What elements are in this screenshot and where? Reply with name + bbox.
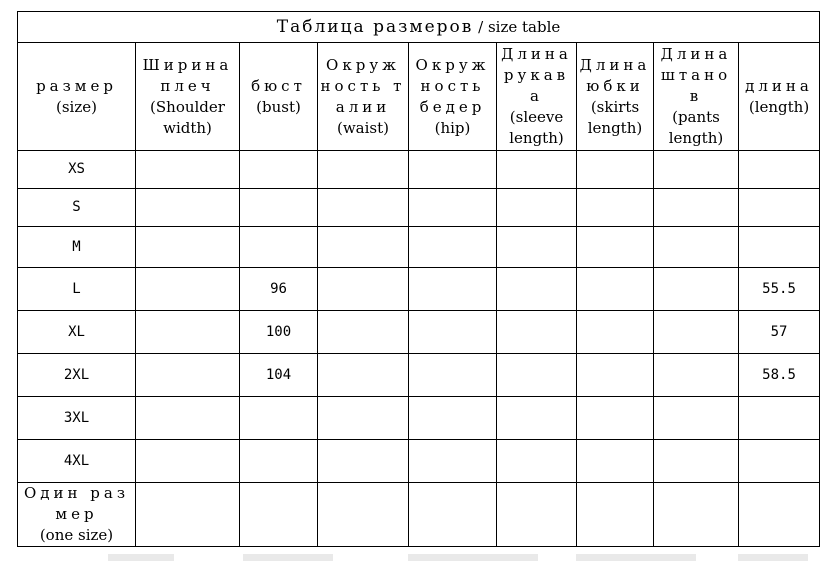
table-row xyxy=(18,397,820,440)
table-cell: 55.5 xyxy=(739,268,820,311)
table-cell xyxy=(409,397,497,440)
table-cell xyxy=(739,227,820,268)
table-cell xyxy=(577,189,654,227)
column-header xyxy=(18,43,136,151)
size-label: XS xyxy=(18,151,136,189)
table-cell xyxy=(240,189,318,227)
table-cell xyxy=(577,227,654,268)
column-header-en: (bust) xyxy=(256,97,301,116)
table-cell xyxy=(654,189,739,227)
column-header-en: (Shoulder width) xyxy=(150,97,225,137)
table-cell: 100 xyxy=(240,311,318,354)
table-cell: 58.5 xyxy=(739,354,820,397)
table-row xyxy=(18,440,820,483)
column-header-en: (waist) xyxy=(336,118,389,137)
column-header-en: (pants length) xyxy=(668,108,724,147)
size-label: 4XL xyxy=(18,440,136,483)
strip-block xyxy=(243,554,333,561)
table-cell xyxy=(497,151,577,189)
table-cell xyxy=(739,440,820,483)
table-cell xyxy=(654,354,739,397)
table-row xyxy=(18,151,820,189)
table-cell xyxy=(240,397,318,440)
table-cell xyxy=(577,151,654,189)
table-cell xyxy=(577,268,654,311)
column-header-ru: бюст xyxy=(251,76,306,95)
table-cell xyxy=(497,189,577,227)
column-header xyxy=(136,43,240,151)
table-cell xyxy=(136,311,240,354)
table-cell xyxy=(409,440,497,483)
one-size-label-ru: Один размер xyxy=(23,484,130,523)
one-size-label-en: (one size) xyxy=(39,526,114,544)
table-cell xyxy=(136,440,240,483)
table-cell xyxy=(577,440,654,483)
table-cell xyxy=(497,440,577,483)
table-row xyxy=(18,311,820,354)
column-header-ru: размер xyxy=(36,76,117,95)
table-title-separator: / xyxy=(473,17,488,36)
table-cell xyxy=(654,227,739,268)
column-header-ru: Длина штанов xyxy=(660,45,732,105)
table-cell xyxy=(577,311,654,354)
column-header-en: (size) xyxy=(56,97,97,116)
table-row xyxy=(18,227,820,268)
column-header xyxy=(654,43,739,151)
table-cell: 57 xyxy=(739,311,820,354)
table-cell xyxy=(409,227,497,268)
table-cell xyxy=(318,311,409,354)
table-cell xyxy=(409,268,497,311)
table-cell xyxy=(654,311,739,354)
table-cell xyxy=(497,397,577,440)
size-label: L xyxy=(18,268,136,311)
column-header xyxy=(409,43,497,151)
column-header-en: (sleeve length) xyxy=(509,108,564,147)
size-label: M xyxy=(18,227,136,268)
table-cell xyxy=(318,354,409,397)
table-cell xyxy=(409,151,497,189)
table-cell xyxy=(654,483,739,547)
table-title-en: size table xyxy=(487,17,561,36)
table-cell xyxy=(240,440,318,483)
column-header-en: (length) xyxy=(748,97,810,116)
column-header-en: (hip) xyxy=(434,118,471,137)
table-cell xyxy=(577,397,654,440)
table-row-one-size xyxy=(18,483,820,547)
table-cell xyxy=(739,151,820,189)
column-header-ru: Окружность бедер xyxy=(415,55,490,116)
table-cell xyxy=(136,268,240,311)
size-label: S xyxy=(18,189,136,227)
table-cell xyxy=(409,354,497,397)
strip-block xyxy=(408,554,538,561)
table-header-row xyxy=(18,43,820,151)
table-title-row xyxy=(18,12,820,43)
column-header-ru: Окружность талии xyxy=(320,55,406,116)
table-row xyxy=(18,354,820,397)
table-cell xyxy=(739,483,820,547)
size-label: 3XL xyxy=(18,397,136,440)
strip-block xyxy=(108,554,174,561)
bottom-edge-strip xyxy=(0,552,831,561)
table-cell xyxy=(318,483,409,547)
table-row xyxy=(18,189,820,227)
column-header-ru: Длина рукава xyxy=(501,45,572,105)
table-title-ru: Таблица размеров xyxy=(276,16,474,37)
column-header xyxy=(577,43,654,151)
column-header xyxy=(318,43,409,151)
table-cell: 104 xyxy=(240,354,318,397)
table-cell xyxy=(654,268,739,311)
table-cell xyxy=(318,440,409,483)
table-title xyxy=(18,12,820,43)
table-cell xyxy=(497,227,577,268)
table-cell xyxy=(577,483,654,547)
column-header-ru: Ширина плеч xyxy=(142,55,233,95)
column-header-ru: длина xyxy=(745,76,813,95)
table-cell xyxy=(318,397,409,440)
table-cell xyxy=(497,354,577,397)
table-cell xyxy=(497,483,577,547)
column-header-en: (skirts length) xyxy=(587,97,643,137)
table-cell xyxy=(654,397,739,440)
table-cell xyxy=(240,227,318,268)
table-cell xyxy=(497,311,577,354)
table-cell xyxy=(654,151,739,189)
table-row xyxy=(18,268,820,311)
strip-block xyxy=(738,554,808,561)
table-cell xyxy=(497,268,577,311)
table-cell xyxy=(318,268,409,311)
strip-block xyxy=(576,554,696,561)
table-cell xyxy=(136,151,240,189)
table-cell xyxy=(409,483,497,547)
table-cell xyxy=(654,440,739,483)
size-table xyxy=(17,11,820,547)
table-cell xyxy=(136,397,240,440)
table-cell xyxy=(409,311,497,354)
column-header xyxy=(240,43,318,151)
table-cell xyxy=(577,354,654,397)
table-cell xyxy=(240,483,318,547)
column-header xyxy=(497,43,577,151)
column-header-ru: Длина юбки xyxy=(579,55,651,95)
table-cell xyxy=(240,151,318,189)
table-cell xyxy=(318,151,409,189)
table-cell xyxy=(136,189,240,227)
size-label: 2XL xyxy=(18,354,136,397)
column-header xyxy=(739,43,820,151)
table-cell xyxy=(409,189,497,227)
table-cell xyxy=(136,483,240,547)
table-cell: 96 xyxy=(240,268,318,311)
table-cell xyxy=(136,354,240,397)
table-cell xyxy=(739,397,820,440)
size-label: XL xyxy=(18,311,136,354)
table-cell xyxy=(318,189,409,227)
table-cell xyxy=(739,189,820,227)
table-cell xyxy=(136,227,240,268)
table-cell xyxy=(318,227,409,268)
one-size-label xyxy=(18,483,136,547)
